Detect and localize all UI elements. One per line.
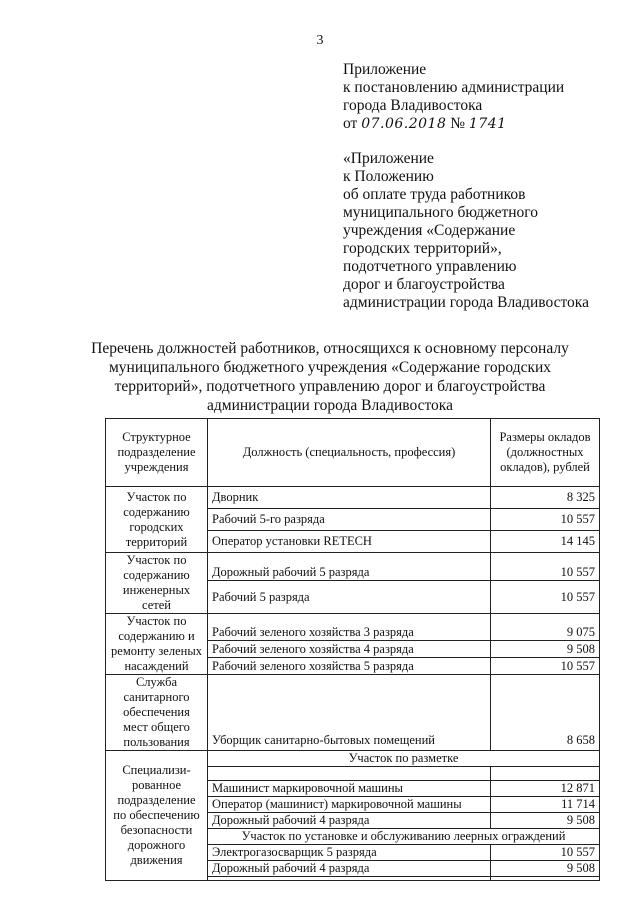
position-cell: Рабочий 5-го разряда — [208, 509, 491, 531]
position-cell: Рабочий зеленого хозяйства 4 разряда — [208, 641, 491, 658]
quote-line: дорог и благоустройства — [343, 276, 505, 293]
quote-line: городских территорий», — [343, 240, 502, 257]
table-row — [106, 553, 600, 581]
position-cell: Рабочий зеленого хозяйства 3 разряда — [208, 614, 491, 641]
position-cell: Дворник — [208, 487, 491, 509]
position-cell: Оператор (машинист) маркировочной машины — [208, 797, 491, 813]
table-header-row — [106, 419, 600, 487]
quote-line: муниципального бюджетного — [343, 204, 538, 221]
unit-cell: Служба санитарного обеспечения мест общего пользования — [106, 675, 208, 751]
salary-cell: 11 714 — [491, 797, 600, 813]
title-line: Перечень должностей работников, относящихся к основному персоналу — [91, 340, 569, 357]
table-row — [106, 614, 600, 641]
position-cell: Уборщик санитарно-бытовых помещений — [208, 675, 491, 751]
title-line: администрации города Владивостока — [207, 397, 453, 414]
salary-cell: 10 557 — [491, 658, 600, 675]
quote-line: «Приложение — [343, 150, 434, 167]
salary-cell: 10 557 — [491, 845, 600, 861]
appendix-title: Приложение — [343, 61, 427, 78]
appendix-from-prefix: от — [343, 115, 358, 132]
quote-line: учреждения «Содержание — [343, 222, 516, 239]
number-sign: № — [450, 115, 466, 132]
salary-cell: 8 658 — [491, 675, 600, 751]
subsection-heading: Участок по установке и обслуживанию леерных ограждений — [208, 829, 600, 845]
spacer-cell — [208, 877, 491, 881]
spacer-cell — [491, 877, 600, 881]
page-number: 3 — [316, 33, 324, 48]
positions-table — [105, 418, 600, 881]
quote-line: к Положению — [343, 168, 434, 185]
unit-cell: Участок по содержанию и ремонту зеленых насаждений — [106, 614, 208, 675]
position-cell: Оператор установки RETECH — [208, 531, 491, 553]
spacer-cell — [208, 767, 491, 781]
appendix-header — [343, 61, 564, 133]
salary-cell: 12 871 — [491, 781, 600, 797]
position-cell: Дорожный рабочий 5 разряда — [208, 553, 491, 581]
position-cell: Рабочий зеленого хозяйства 5 разряда — [208, 658, 491, 675]
title-line: территорий», подотчетного управлению дорог и благоустройства — [114, 378, 546, 395]
appendix-date-line — [343, 115, 564, 133]
salary-cell: 10 557 — [491, 509, 600, 531]
quote-block — [343, 150, 589, 312]
table-row — [106, 675, 600, 751]
quote-line: об оплате труда работников — [343, 186, 526, 203]
position-cell: Дорожный рабочий 4 разряда — [208, 813, 491, 829]
handwritten-date: 07.06.2018 — [361, 116, 447, 132]
salary-cell: 8 325 — [491, 487, 600, 509]
salary-cell: 9 508 — [491, 641, 600, 658]
spacer-cell — [491, 767, 600, 781]
position-cell: Рабочий 5 разряда — [208, 581, 491, 614]
header-salary: Размеры окладов (должностных окладов), рублей — [491, 419, 600, 487]
appendix-to: к постановлению администрации — [343, 79, 565, 96]
quote-line: подотчетного управлению — [343, 258, 517, 275]
salary-cell: 10 557 — [491, 553, 600, 581]
quote-line: администрации города Владивостока — [343, 294, 589, 311]
salary-cell: 10 557 — [491, 581, 600, 614]
unit-cell: Участок по содержанию инженерных сетей — [106, 553, 208, 614]
table-row — [106, 487, 600, 509]
position-cell: Машинист маркировочной машины — [208, 781, 491, 797]
salary-cell: 14 145 — [491, 531, 600, 553]
header-position: Должность (специальность, профессия) — [208, 419, 491, 487]
title-line: муниципального бюджетного учреждения «Содержание городских — [108, 359, 552, 376]
document-title — [60, 339, 600, 415]
salary-cell: 9 075 — [491, 614, 600, 641]
unit-cell: Участок по содержанию городских территорий — [106, 487, 208, 553]
header-unit: Структурное подразделение учреждения — [106, 419, 208, 487]
unit-cell: Специализи-рованное подразделение по обеспечению безопасности дорожного движения — [106, 751, 208, 881]
table-row — [106, 751, 600, 767]
position-cell: Дорожный рабочий 4 разряда — [208, 861, 491, 877]
salary-cell: 9 508 — [491, 813, 600, 829]
subsection-heading: Участок по разметке — [208, 751, 600, 767]
position-cell: Электрогазосварщик 5 разряда — [208, 845, 491, 861]
appendix-city: города Владивостока — [343, 97, 483, 114]
handwritten-number: 1741 — [468, 116, 507, 132]
salary-cell: 9 508 — [491, 861, 600, 877]
